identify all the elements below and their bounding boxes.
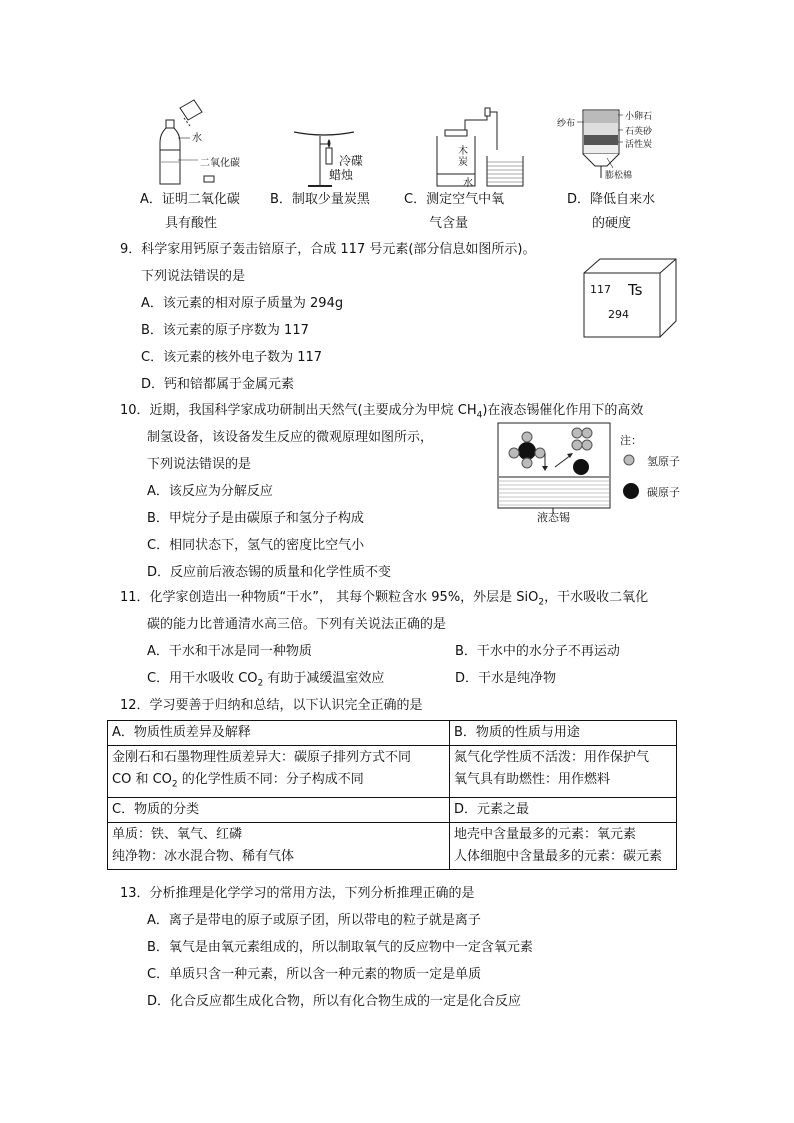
q9-option-d: D．钙和锫都属于金属元素 [141,377,295,392]
fig-c-charcoal-label: 木 炭 [458,146,468,168]
legend-hydrogen: 氢原子 [647,455,680,468]
q9-option-c: C．该元素的核外电子数为 117 [141,350,323,365]
q10-option-b: B．甲烷分子是由碳原子和氢分子构成 [147,511,364,526]
q13-option-a: A．离子是带电的原子或原子团，所以带电的粒子就是离子 [147,913,481,928]
fig-a-water-label: 水 [192,133,202,144]
q10-stem-line2: 制氢设备，该设备发生反应的微观原理如图所示， [147,430,434,445]
q10-stem-line1: 10．近期，我国科学家成功研制出天然气(主要成分为甲烷 $CH_4$)在液态锡催化作用下的高效 [120,403,644,421]
fig-b-candle-label: 蜡烛 [329,168,354,182]
cell-d-body: 地壳中含量最多的元素：氧元素 人体细胞中含量最多的元素：碳元素 [450,822,677,869]
q11-stem-line1: 11．化学家创造出一种物质“干水”， 其每个颗粒含水 95%，外层是 SiO$_2$，干水吸收二氧化 [120,590,649,608]
q13-stem: 13．分析推理是化学学习的常用方法，下列分析推理正确的是 [120,886,475,901]
cell-c-body: 单质：铁、氧气、红磷 纯净物：冰水混合物、稀有气体 [108,822,450,869]
legend-note: 注： [620,434,642,447]
q8-option-b: B．制取少量炭黑 [270,192,370,207]
fig-c-apparatus [425,106,530,190]
fig-d-sand-label: 石英砂 [625,127,653,137]
q12-table [107,720,677,870]
q11-option-a: A．干水和干冰是同一种物质 [147,644,312,659]
q9-stem: 9．科学家用钙原子轰击锫原子，合成 117 号元素(部分信息如图所示)。 [120,242,536,257]
q11-option-c: C．用干水吸收 $CO_2$ 有助于减缓温室效应 [147,671,385,689]
fig-b-dish-label: 冷碟 [339,154,364,168]
q11-option-d: D．干水是纯净物 [455,671,557,686]
element-symbol: Ts [628,281,643,299]
q12-stem: 12．学习要善于归纳和总结，以下认识完全正确的是 [120,698,423,713]
element-number: 117 [590,283,611,296]
q8-option-c: C．测定空气中氧 气含量 [404,192,505,231]
fig-d-pebble-label: 小卵石 [625,112,653,122]
fig-c-water-label: 水 [463,178,473,189]
cell-c-head: C．物质的分类 [108,797,450,822]
legend-carbon: 碳原子 [647,486,680,499]
fig-a-bottle [150,98,250,190]
q10-option-d: D．反应前后液态锡的质量和化学性质不变 [147,565,392,580]
cell-b-body: 氮气化学性质不活泼：用作保护气 氧气具有助燃性：用作燃料 [450,746,677,798]
liquid-tin-label: 液态锡 [537,511,570,524]
q10-option-a: A．该反应为分解反应 [147,484,273,499]
q13-option-b: B．氧气是由氧元素组成的，所以制取氧气的反应物中一定含氧元素 [147,940,533,955]
q11-stem-line2: 碳的能力比普通清水高三倍。下列有关说法正确的是 [147,617,447,632]
fig-a-co2-label: 二氧化碳 [200,158,240,169]
q10-option-c: C．相同状态下，氢气的密度比空气小 [147,538,365,553]
q13-option-d: D．化合反应都生成化合物，所以有化合物生成的一定是化合反应 [147,994,522,1009]
cell-b-head: B．物质的性质与用途 [450,721,677,746]
cell-a-body: 金刚石和石墨物理性质差异大：碳原子排列方式不同 CO 和 $CO_2$ 的化学性质不同：分子构成不同 [108,746,450,798]
fig-d-filter [555,108,665,188]
q8-option-d: D．降低自来水 的硬度 [567,192,656,231]
q9-option-b: B．该元素的原子序数为 117 [141,323,309,338]
q10-reaction-diagram [497,421,697,523]
element-cell-ts [582,257,678,339]
q9-subquestion: 下列说法错误的是 [141,269,246,284]
fig-d-cloth-label: 纱布 [557,119,576,129]
fig-d-carbon-label: 活性炭 [625,140,653,150]
element-mass: 294 [608,308,629,321]
cell-a-head: A．物质性质差异及解释 [108,721,450,746]
fig-b-candle [290,128,400,190]
q11-option-b: B．干水中的水分子不再运动 [455,644,620,659]
fig-d-cotton-label: 膨松棉 [605,171,633,181]
q10-subquestion: 下列说法错误的是 [147,457,252,472]
q8-option-a: A．证明二氧化碳 具有酸性 [140,192,240,231]
q9-option-a: A．该元素的相对原子质量为 294g [141,296,344,311]
q13-option-c: C．单质只含一种元素，所以含一种元素的物质一定是单质 [147,967,482,982]
cell-d-head: D．元素之最 [450,797,677,822]
